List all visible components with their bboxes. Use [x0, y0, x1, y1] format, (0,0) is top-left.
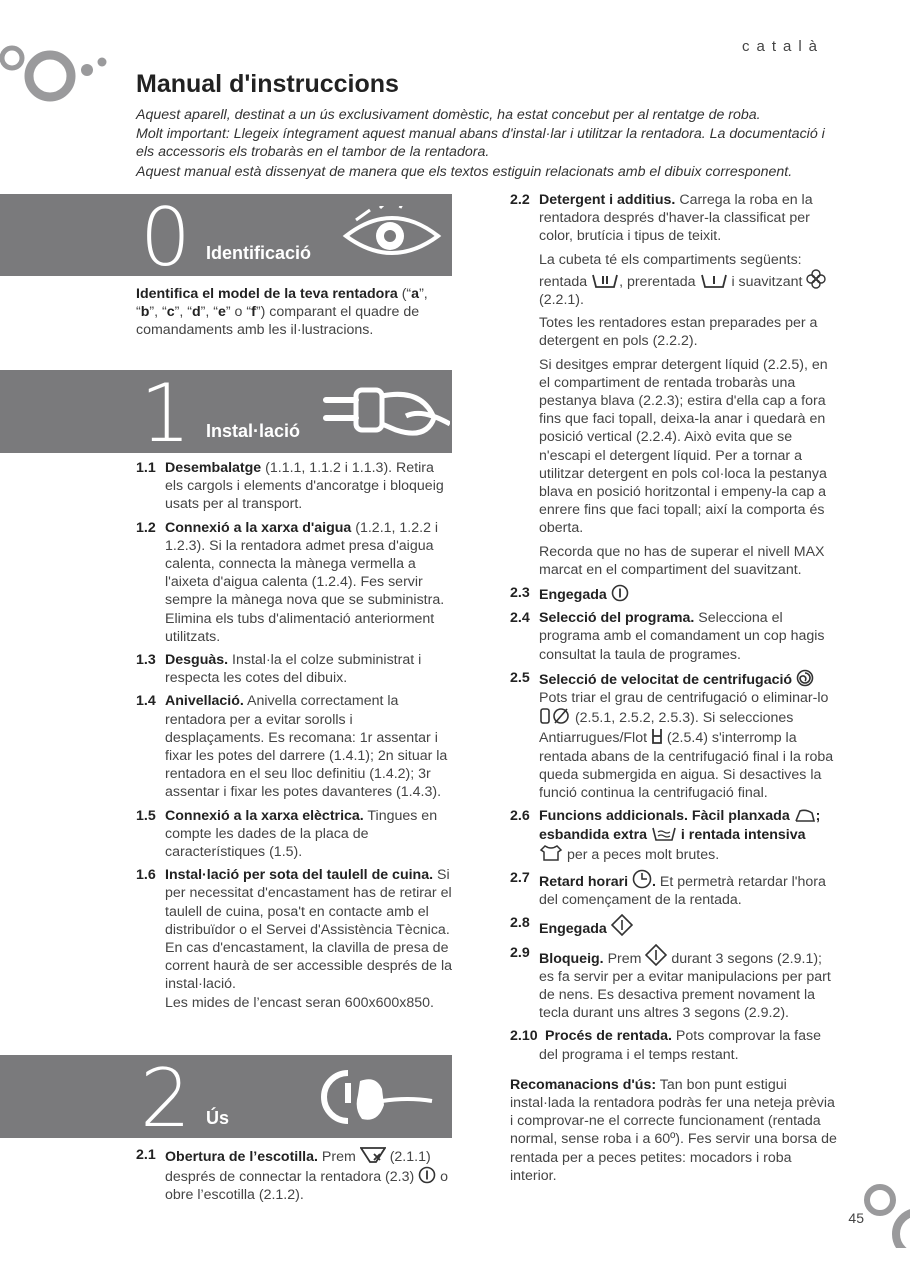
section-band-identification [0, 191, 452, 284]
list-item: 2.5 Selecció de velocitat de centrifugació Pots triar el grau de centrifugació o eliminar-lo (2.5.1, 2.5.2, 2.5.3). Si selecciones Antiarrugues/Flot (2.5.4) s'interromp la rentada abans de la centrifugació final i la roba queda submergida en aigua. Si desactives la funció continua la centrifugació final. [510, 669, 834, 802]
list-item: 1.3 Desguàs. Instal·la el colze subministrat i respecta les cotes del dibuix. [136, 652, 422, 687]
power-icon [418, 1166, 436, 1184]
clock-delay-icon [632, 869, 652, 889]
list-item: 1.2 Connexió a la xarxa d'aigua (1.2.1, 1.2.2 i 1.2.3). Si la rentadora admet presa d'aigua calenta, connecta la mànega vermella a l'aixeta d'aigua calenta (1.2.4). Fes servir sempre la mànega nova que se subministra. Elimina els tubs d'alimentació anteriorment utilitzats. [136, 519, 445, 645]
intro-line-1: Aquest aparell, destinat a un ús exclusivament domèstic, ha estat concebut per al rentatge de roba. [136, 107, 761, 123]
start-diamond-icon [645, 944, 667, 966]
eye-icon [340, 206, 444, 264]
wash-compartment-icon [591, 273, 619, 289]
spin-icon [796, 669, 814, 687]
no-spin-icon [539, 707, 571, 725]
list-item: 2.8 Engegada [510, 914, 840, 938]
list-item: 2.7 Retard horari . Et permetrà retardar l'hora del començament de la rentada. [510, 869, 826, 909]
intro-line-3: Aquest manual està dissenyat de manera que els textos estiguin relacionats amb el dibuix corresponent. [136, 164, 793, 180]
usage-right-column [510, 191, 840, 1190]
section-band-usage [0, 1052, 452, 1145]
identification-text: Identifica el model de la teva rentadora (“a”, “b”, “c”, “d”, “e” o “f”) comparant el quadre de comandaments amb les il·lustracions. [136, 286, 428, 339]
section-label: Instal·lació [206, 421, 301, 441]
section-label: Ús [206, 1108, 230, 1128]
section-band-installation [0, 367, 452, 460]
brand-logo-icon [858, 1178, 910, 1248]
usage-item-2-1: 2.1 Obertura de l’escotilla. Prem (2.1.1) després de connectar la rentadora (2.3) o obre l’escotilla (2.1.2). [136, 1147, 449, 1204]
softener-flower-icon [806, 269, 826, 289]
section-label: Identificació [206, 243, 312, 263]
prewash-compartment-icon [700, 273, 728, 289]
finger-button-icon [318, 1065, 434, 1131]
section-number: 1 [140, 367, 191, 460]
installation-list [136, 459, 454, 1017]
easy-iron-icon [794, 807, 816, 823]
list-item: 2.9 Bloqueig. Prem durant 3 segons (2.9.1); es fa servir per a evitar manipulacions per part de nens. Es desactiva prement novament la tecla durant uns altres 3 segons (2.9.2). [510, 944, 831, 1022]
recommendations: Recomanacions d'ús: Tan bon punt estigui instal·lada la rentadora podràs fer una neteja prèvia i comprovar-ne el correcte funcionament (rentada normal, sense roba i a 60º). Fes servir una borsa de rentada per a peces petites: mocadors i roba interior. [510, 1076, 837, 1184]
list-item: 1.4 Anivellació. Anivella correctament la rentadora per a evitar sorolls i desplaçaments. Es recomana: 1r assentar i fixar les potes del darrere (1.4.1); 2n situar la rentadora en el seu lloc definitiu (1.4.2); 3r assentar i fixar les potes davanteres (1.4.3). [136, 693, 448, 801]
door-open-icon [360, 1146, 386, 1164]
list-item: 1.6 Instal·lació per sota del taulell de cuina. Si per necessitat d'encastament has de retirar el taulell de cuina, posa't en contacte amb el distribuïdor o el Servei d'Assistència Tècnica. En cas d'encastament, la clavilla de presa de corrent haurà de ser accessible després de la instal·lació. Les mides de l’encast seran 600x600x850. [136, 867, 453, 1011]
section-number: 2 [140, 1052, 191, 1145]
list-item: 1.1 Desembalatge (1.1.1, 1.1.2 i 1.1.3). Retira els cargols i elements d'ancoratge i bloqueig usats per al transport. [136, 460, 444, 513]
language-label: català [742, 38, 825, 55]
list-item: 2.4 Selecció del programa. Selecciona el programa amb el comandament un cop hagis consultat la taula de programes. [510, 610, 825, 663]
brand-logo-icon [0, 40, 110, 112]
list-item: 2.10 Procés de rentada. Pots comprovar la fase del programa i el temps restant. [510, 1028, 821, 1063]
plug-icon [322, 378, 450, 446]
section-number: 0 [140, 191, 191, 284]
intro-line-2: Molt important: Llegeix íntegrament aquest manual abans d'instal·lar i utilitzar la rentadora. La documentació i els accessoris els trobaràs en el tambor de la rentadora. [136, 126, 825, 160]
list-item: 2.6 Funcions addicionals. Fàcil planxada ; esbandida extra i rentada intensiva per a peces molt brutes. [510, 808, 821, 863]
page-title: Manual d'instruccions [136, 70, 399, 98]
list-item: 1.5 Connexió a la xarxa elèctrica. Tingues en compte les dades de la placa de característiques (1.5). [136, 807, 438, 861]
rinse-hold-icon [651, 727, 663, 745]
page-number: 45 [848, 1210, 864, 1226]
list-item: 2.2 Detergent i additius. Carrega la roba en la rentadora després d'haver-la classificat per color, brutícia i tipus de teixit. La cubeta té els compartiments següents: rentada , prerentada i suavitzant (2.2.1). Totes les rentadores estan preparades per a detergent en pols (2.2.2). Si desitges emprar detergent líquid (2.2.5), en el compartiment de rentada trobaràs una pestanya blava (2.2.3); estira d'ella cap a fora fins que faci topall, deixa-la anar i quedarà en posició vertical (2.2.4). Això evita que se n'escapi el detergent líquid. Per a tornar a utilitzar detergent en pols col·loca la pestanya blava en posició horitzontal i empeny-la cap a enrere fins que faci topall; així la comporta és oberta. Recorda que no has de superar el nivell MAX marcat en el compartiment del suavitzant. [510, 192, 828, 578]
intensive-wash-icon [539, 844, 563, 862]
power-icon [611, 584, 629, 602]
list-item: 2.3 Engegada [510, 584, 840, 604]
extra-rinse-icon [651, 826, 677, 842]
start-diamond-icon [611, 914, 633, 936]
